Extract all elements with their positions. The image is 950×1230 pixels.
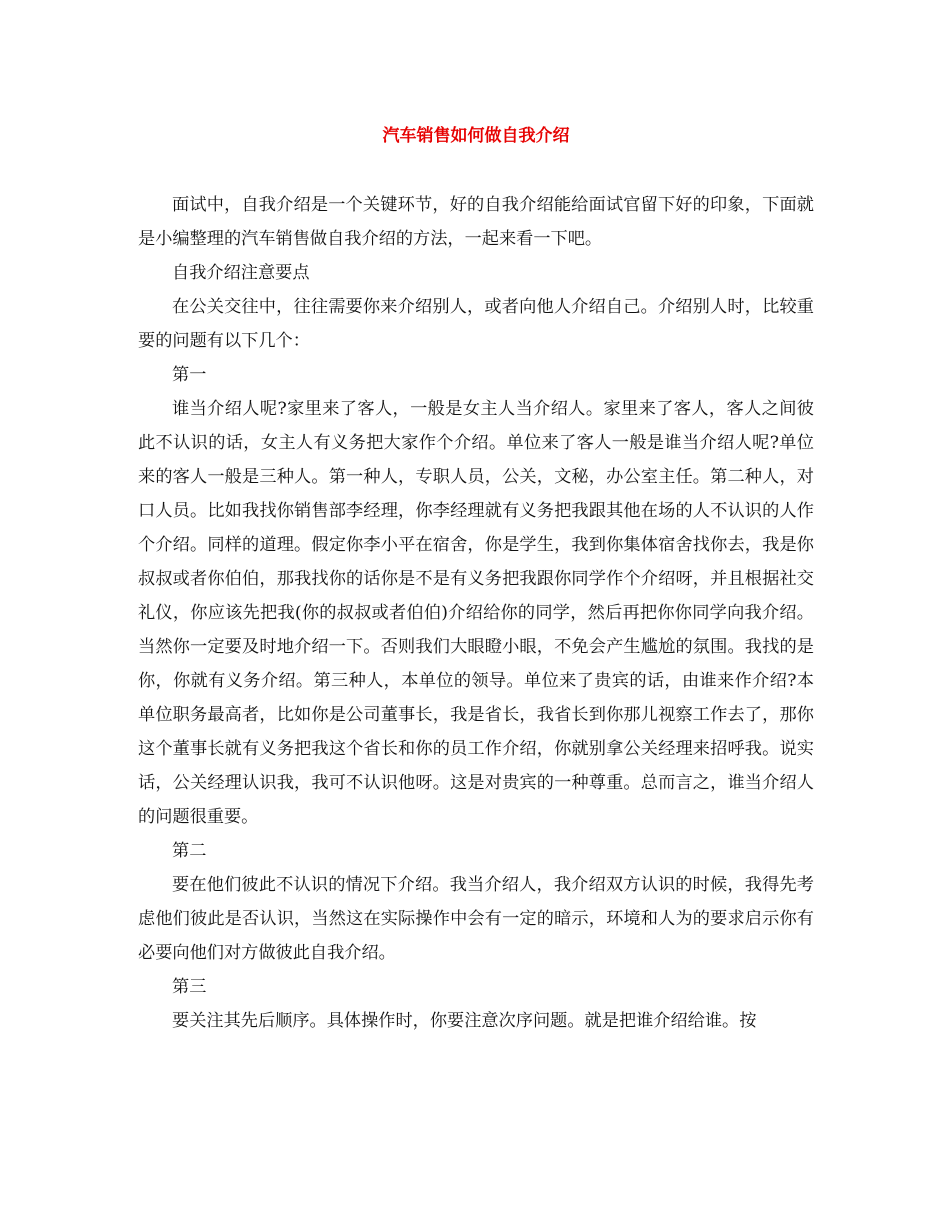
- paragraph-third: 要关注其先后顺序。具体操作时，你要注意次序问题。就是把谁介绍给谁。按: [172, 1011, 757, 1031]
- paragraph-context: 在公关交往中，往往需要你来介绍别人，或者向他人介绍自己。介绍别人时，比较重要的问题有以下几个：: [138, 297, 814, 351]
- paragraph-second: 要在他们彼此不认识的情况下介绍。我当介绍人，我介绍双方认识的时候，我得先考虑他们彼此是否认识，当然这在实际操作中会有一定的暗示，环境和人为的要求启示你有必要向他们对方做彼此自我介绍。: [138, 875, 814, 963]
- document-title: 汽车销售如何做自我介绍: [382, 126, 570, 146]
- paragraph-intro: 面试中，自我介绍是一个关键环节，好的自我介绍能给面试官留下好的印象，下面就是小编整理的汽车销售做自我介绍的方法，一起来看一下吧。: [138, 195, 814, 249]
- heading-second: 第二: [172, 841, 207, 861]
- paragraph-first: 谁当介绍人呢?家里来了客人，一般是女主人当介绍人。家里来了客人，客人之间彼此不认识的话，女主人有义务把大家作个介绍。单位来了客人一般是谁当介绍人呢?单位来的客人一般是三种人。第一种人，专职人员，公关，文秘，办公室主任。第二种人，对口人员。比如我找你销售部李经理，你李经理就有义务把我跟其他在场的人不认识的人作个介绍。同样的道理。假定你李小平在宿舍，你是学生，我到你集体宿舍找你去，我是你叔叔或者你伯伯，那我找你的话你是不是有义务把我跟你同学作个介绍呀，并且根据社交礼仪，你应该先把我(你的叔叔或者伯伯)介绍给你的同学，然后再把你你同学向我介绍。当然你一定要及时地介绍一下。否则我们大眼瞪小眼，不免会产生尴尬的氛围。我找的是你，你就有义务介绍。第三种人，本单位的领导。单位来了贵宾的话，由谁来作介绍?本单位职务最高者，比如你是公司董事长，我是省长，我省长到你那儿视察工作去了，那你这个董事长就有义务把我这个省长和你的员工作介绍，你就别拿公关经理来招呼我。说实话，公关经理认识我，我可不认识他呀。这是对贵宾的一种尊重。总而言之，谁当介绍人的问题很重要。: [138, 399, 814, 827]
- heading-third: 第三: [172, 977, 207, 997]
- document-body: [138, 188, 814, 1038]
- section-heading-key-points: 自我介绍注意要点: [172, 263, 310, 283]
- heading-first: 第一: [172, 365, 207, 385]
